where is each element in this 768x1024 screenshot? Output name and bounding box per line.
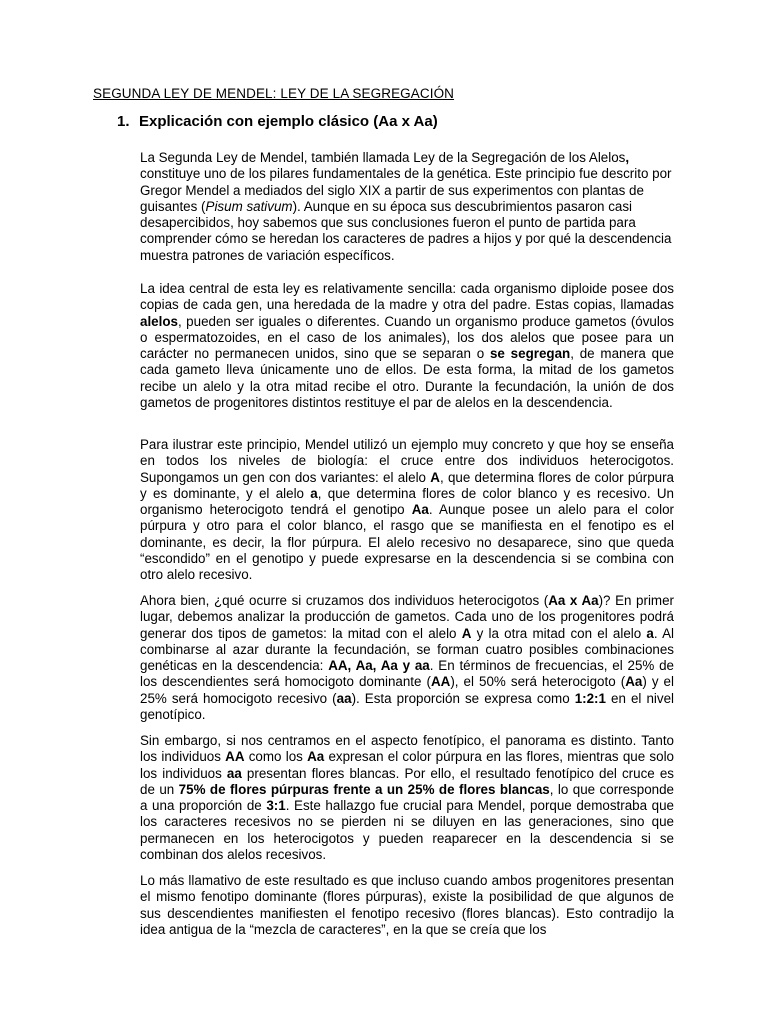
bold-text: 1:2:1 [574, 690, 606, 706]
bold-text: aa [336, 690, 352, 706]
bold-text: 3:1 [266, 798, 286, 814]
paragraph-text: ). Aunque en su época sus descubrimientos pasaron casi desapercibidos, hoy sabemos que sus conclusiones fueron el punto de partida para comprender cómo se heredan los caracteres de padres a hijos y por qué la descendencia muestra patrones de variación específicos. [140, 198, 672, 263]
italic-text: Pisum sativum [205, 198, 293, 214]
bold-text: aa [226, 765, 242, 781]
paragraph-text: . Aunque posee un alelo para el color púrpura y otro para el color blanco, el rasgo que se manifiesta en el fenotipo es el dominante, es decir, la flor púrpura. El alelo recesivo no desaparece, sino que queda “escondido” en el genotipo y puede expresarse en la descendencia si se combina con otro alelo recesivo. [140, 502, 675, 583]
paragraph-central-idea [140, 281, 674, 411]
paragraph-text: , pueden ser iguales o diferentes. Cuando un organismo produce gametos (óvulos o espermatozoides, en el caso de los animales), los dos alelos que posee para un carácter no permanecen unidos, sino que se separan o [140, 313, 674, 362]
paragraph-text: presentan flores blancas. Por ello, el resultado fenotípico del cruce es de un [140, 765, 674, 797]
document-title: SEGUNDA LEY DE MENDEL: LEY DE LA SEGREGACIÓN [93, 86, 455, 101]
bold-text: 75% de flores púrpuras frente a un 25% de flores blancas [178, 781, 550, 797]
bold-text: Aa [411, 502, 429, 518]
paragraph-text: constituye uno de los pilares fundamentales de la genética. Este principio fue descrito por Gregor Mendel a mediados del siglo XIX a partir de sus experimentos con plantas de guisantes ( [140, 166, 672, 214]
paragraph-text: ) y el 25% será homocigoto recesivo ( [140, 674, 674, 706]
bold-text: a [310, 485, 318, 501]
paragraph-intro [140, 150, 674, 264]
paragraph-text: y la otra mitad con el alelo [471, 625, 647, 641]
bold-text: A [430, 469, 440, 485]
bold-text: A [461, 625, 472, 641]
paragraph-text: Lo más llamativo de este resultado es que incluso cuando ambos progenitores presentan el mismo fenotipo dominante (flores púrpuras), existe la posibilidad de que algunos de sus descendientes manifiesten el fenotipo recesivo (flores blancas). Esto contradijo la idea antigua de la “mezcla de caracteres”, en la que se creía que los [140, 873, 674, 937]
paragraph-text: , de manera que cada gameto lleva únicamente uno de ellos. De esta forma, la mitad de los gametos recibe un alelo y la otra mitad recibe el otro. Durante la fecundación, la unión de dos gametos de progenitores distintos restituye el par de alelos en la descendencia. [140, 346, 674, 411]
paragraph-text: expresan el color púrpura en las flores, mientras que solo los individuos [140, 749, 674, 781]
paragraph-text: Ahora bien, ¿qué ocurre si cruzamos dos individuos heterocigotos ( [140, 593, 549, 608]
bold-text: alelos [140, 313, 178, 329]
bold-text: Aa x Aa [548, 593, 599, 608]
paragraph-text: en el nivel genotípico. [140, 690, 675, 723]
paragraph-cross [140, 593, 674, 723]
paragraph-text: , que determina flores de color púrpura y es dominante, y el alelo [140, 469, 675, 501]
paragraph-text: como los [244, 749, 308, 765]
paragraph-text: ), el 50% será heterocigoto ( [450, 674, 626, 690]
paragraph-text: . Este hallazgo fue crucial para Mendel, porque demostraba que los caracteres recesivos no se pierden ni se diluyen en las generaciones, sino que permanecen en los heterocigotos y pueden reaparecer en la descendencia si se combinan dos alelos recesivos. [140, 798, 674, 863]
paragraph-example [140, 437, 674, 584]
section-heading-text: Explicación con ejemplo clásico (Aa x Aa) [139, 113, 438, 130]
paragraph-text: La idea central de esta ley es relativamente sencilla: cada organismo diploide posee dos copias de cada gen, una heredada de la madre y otra del padre. Estas copias, llamadas [140, 281, 674, 313]
paragraph-text: Para ilustrar este principio, Mendel utilizó un ejemplo muy concreto y que hoy se enseña en todos los niveles de biología: el cruce entre dos individuos heterocigotos. Supongamos un gen con dos variantes: el alelo [140, 437, 674, 485]
paragraph-phenotype [140, 733, 674, 863]
paragraph-text: ). Esta proporción se expresa como [351, 690, 575, 706]
bold-text: Aa [625, 674, 643, 690]
paragraph-text: , que determina flores de color blanco y es recesivo. Un organismo heterocigoto tendrá el genotipo [140, 485, 674, 518]
section-number: 1. [117, 113, 130, 130]
bold-text: a [646, 625, 654, 641]
bold-text: AA [225, 749, 245, 765]
paragraph-conclusion [140, 873, 674, 938]
section-heading [117, 113, 438, 130]
paragraph-text: . Al combinarse al azar durante la fecundación, se forman cuatro posibles combinaciones genéticas en la descendencia: [140, 625, 674, 674]
bold-text: se segregan [489, 346, 571, 362]
paragraph-text: La Segunda Ley de Mendel, también llamada Ley de la Segregación de los Alelos [140, 150, 626, 165]
paragraph-text: )? En primer lugar, debemos analizar la producción de gametos. Cada uno de los progenitores podrá generar dos tipos de gametos: la mitad con el alelo [140, 593, 674, 641]
paragraph-text: , lo que corresponde a una proporción de [140, 781, 674, 814]
paragraph-text: Sin embargo, si nos centramos en el aspecto fenotípico, el panorama es distinto. Tanto los individuos [140, 733, 674, 765]
bold-text: , [625, 150, 630, 165]
paragraph-text: . En términos de frecuencias, el 25% de los descendientes será homocigoto dominante ( [140, 658, 675, 690]
bold-text: AA, Aa, Aa y aa [328, 658, 430, 674]
bold-text: AA [430, 674, 451, 690]
bold-text: Aa [307, 749, 325, 765]
